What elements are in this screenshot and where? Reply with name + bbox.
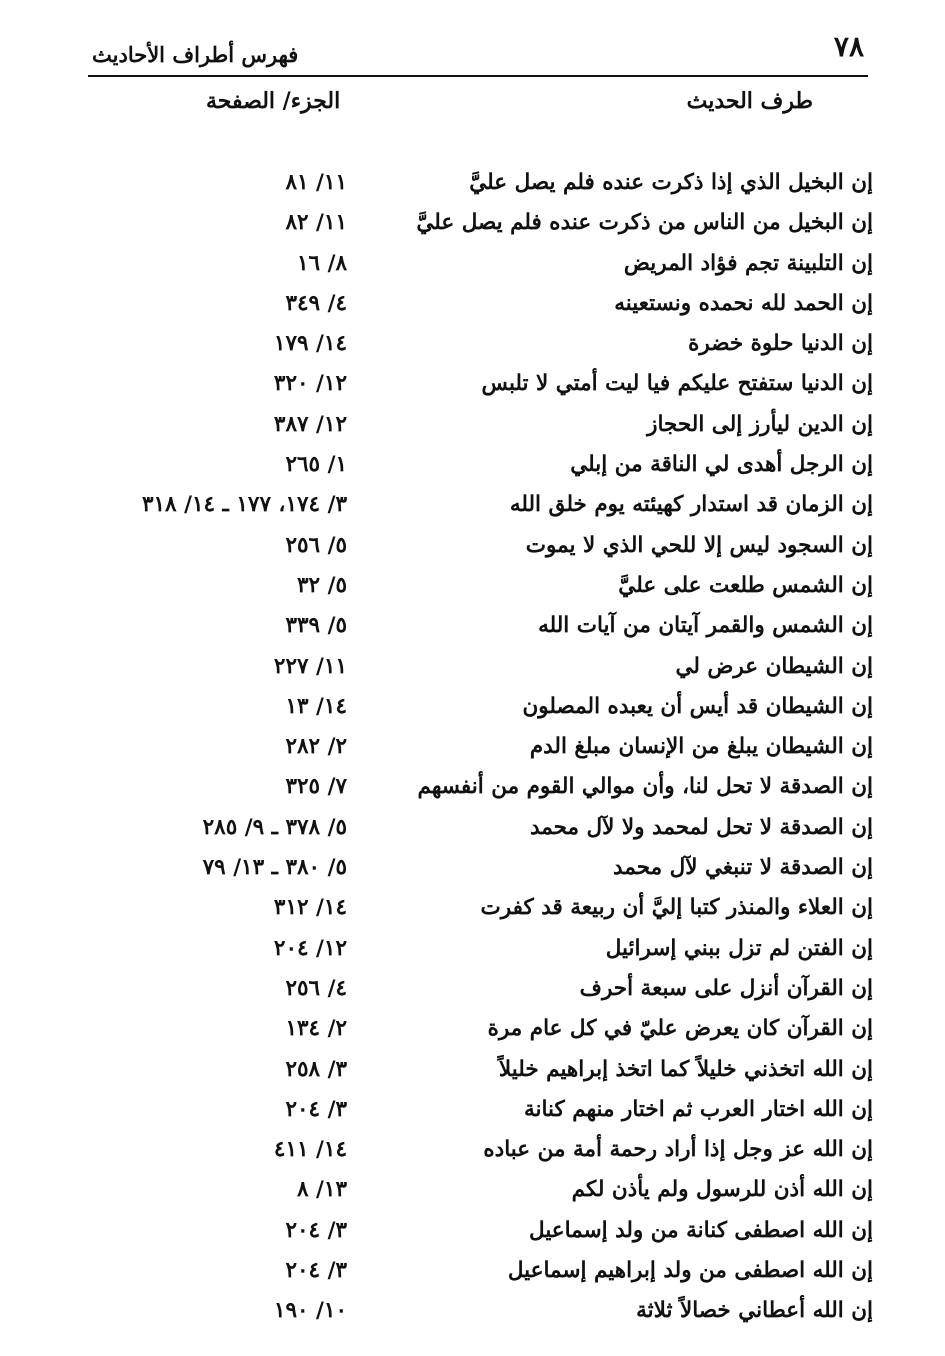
index-entry [0,688,945,728]
hadith-text: إن الصدقة لا تحل لنا، وأن موالي القوم من أنفسهم [417,774,873,800]
hadith-text: إن الصدقة لا تحل لمحمد ولا لآل محمد [529,814,873,840]
hadith-text: إن الله اصطفى كنانة من ولد إسماعيل [529,1217,873,1243]
index-entry [0,527,945,567]
volume-page-reference: ٨/ ١٦ [296,250,347,276]
volume-page-reference: ١٣/ ٨ [296,1177,347,1203]
hadith-text: إن الله أعطاني خصالاً ثلاثة [636,1298,873,1324]
index-entry [0,930,945,970]
volume-page-reference: ١٢/ ٣٨٧ [273,411,347,437]
hadith-text: إن الله عز وجل إذا أراد رحمة أمة من عباده [483,1137,873,1163]
hadith-text: إن الزمان قد استدار كهيئته يوم خلق الله [509,492,873,518]
index-entry [0,1131,945,1171]
hadith-text: إن القرآن كان يعرض عليّ في كل عام مرة [487,1016,873,1042]
hadith-text: إن القرآن أنزل على سبعة أحرف [579,975,873,1001]
index-entry [0,1292,945,1332]
index-entry [0,204,945,244]
hadith-text: إن الشمس والقمر آيتان من آيات الله [538,613,873,639]
hadith-text: إن العلاء والمنذر كتبا إليَّ أن ربيعة قد كفرت [480,895,873,921]
index-entry [0,849,945,889]
index-entry [0,728,945,768]
volume-page-reference: ١٤/ ٣١٢ [273,895,347,921]
hadith-text: إن الله أذن للرسول ولم يأذن لكم [571,1177,873,1203]
index-entry [0,1252,945,1292]
hadith-text: إن الله اصطفى من ولد إبراهيم إسماعيل [507,1258,873,1284]
volume-page-reference: ٢/ ١٣٤ [285,1016,347,1042]
hadith-text: إن الشيطان يبلغ من الإنسان مبلغ الدم [529,734,873,760]
page-number: ٧٨ [833,30,864,63]
index-entry [0,970,945,1010]
index-entry [0,406,945,446]
volume-page-reference: ٥/ ٣٢ [296,572,347,598]
index-entry [0,164,945,204]
volume-page-reference: ١٤/ ٤١١ [273,1137,347,1163]
column-heading-reference: الجزء/ الصفحة [206,88,341,114]
index-entries [0,164,945,1333]
volume-page-reference: ٥/ ٣٧٨ ـ ٩/ ٢٨٥ [202,814,347,840]
volume-page-reference: ١٤/ ١٣ [285,693,347,719]
index-entry [0,486,945,526]
column-heading-hadith: طرف الحديث [686,88,813,114]
hadith-text: إن الدين ليأرز إلى الحجاز [647,411,873,437]
volume-page-reference: ٣/ ٢٠٤ [285,1217,347,1243]
index-entry [0,245,945,285]
index-entry [0,567,945,607]
volume-page-reference: ١٤/ ١٧٩ [273,331,347,357]
hadith-text: إن التلبينة تجم فؤاد المريض [623,250,873,276]
index-entry [0,325,945,365]
volume-page-reference: ٥/ ٢٥٦ [285,532,347,558]
header-rule [88,75,868,77]
hadith-text: إن الصدقة لا تنبغي لآل محمد [613,855,873,881]
hadith-text: إن الشمس طلعت على عليَّ [618,572,873,598]
volume-page-reference: ٣/ ٢٠٤ [285,1096,347,1122]
volume-page-reference: ٢/ ٢٨٢ [285,734,347,760]
hadith-text: إن الله اتخذني خليلاً كما اتخذ إبراهيم خليلاً [498,1056,873,1082]
running-head [88,28,868,72]
hadith-text: إن الله اختار العرب ثم اختار منهم كنانة [524,1096,873,1122]
index-entry [0,1171,945,1211]
hadith-text: إن الشيطان قد أيس أن يعبده المصلون [522,693,873,719]
volume-page-reference: ٥/ ٣٣٩ [285,613,347,639]
index-entry [0,809,945,849]
volume-page-reference: ١٢/ ٢٠٤ [273,935,347,961]
volume-page-reference: ١١/ ٨٢ [285,210,347,236]
index-entry [0,648,945,688]
hadith-text: إن البخيل من الناس من ذكرت عنده فلم يصل عليَّ [416,210,873,236]
index-entry [0,889,945,929]
hadith-text: إن الرجل أهدى لي الناقة من إبلي [570,452,873,478]
volume-page-reference: ١/ ٢٦٥ [285,452,347,478]
index-entry [0,1010,945,1050]
volume-page-reference: ٥/ ٣٨٠ ـ ١٣/ ٧٩ [202,855,347,881]
volume-page-reference: ٣/ ٢٥٨ [285,1056,347,1082]
volume-page-reference: ١٠/ ١٩٠ [273,1298,347,1324]
volume-page-reference: ٧/ ٣٢٥ [285,774,347,800]
volume-page-reference: ٤/ ٣٤٩ [285,290,347,316]
volume-page-reference: ١١/ ٢٢٧ [273,653,347,679]
index-entry [0,1051,945,1091]
volume-page-reference: ٣/ ٢٠٤ [285,1258,347,1284]
index-entry [0,1212,945,1252]
index-entry [0,607,945,647]
hadith-text: إن السجود ليس إلا للحي الذي لا يموت [525,532,873,558]
hadith-text: إن الدنيا ستفتح عليكم فيا ليت أمتي لا تلبس [481,371,873,397]
index-entry [0,446,945,486]
index-entry [0,285,945,325]
running-head-title: فهرس أطراف الأحاديث [92,42,299,67]
hadith-text: إن الحمد لله نحمده ونستعينه [614,290,873,316]
volume-page-reference: ٤/ ٢٥٦ [285,975,347,1001]
hadith-text: إن الدنيا حلوة خضرة [688,331,873,357]
volume-page-reference: ١١/ ٨١ [285,170,347,195]
index-entry [0,365,945,405]
volume-page-reference: ٣/ ١٧٤، ١٧٧ ـ ١٤/ ٣١٨ [141,492,347,518]
hadith-text: إن البخيل الذي إذا ذكرت عنده فلم يصل عليَّ [469,170,873,195]
hadith-text: إن الفتن لم تزل ببني إسرائيل [605,935,873,961]
index-entry [0,768,945,808]
hadith-text: إن الشيطان عرض لي [675,653,873,679]
index-entry [0,1091,945,1131]
volume-page-reference: ١٢/ ٣٢٠ [273,371,347,397]
